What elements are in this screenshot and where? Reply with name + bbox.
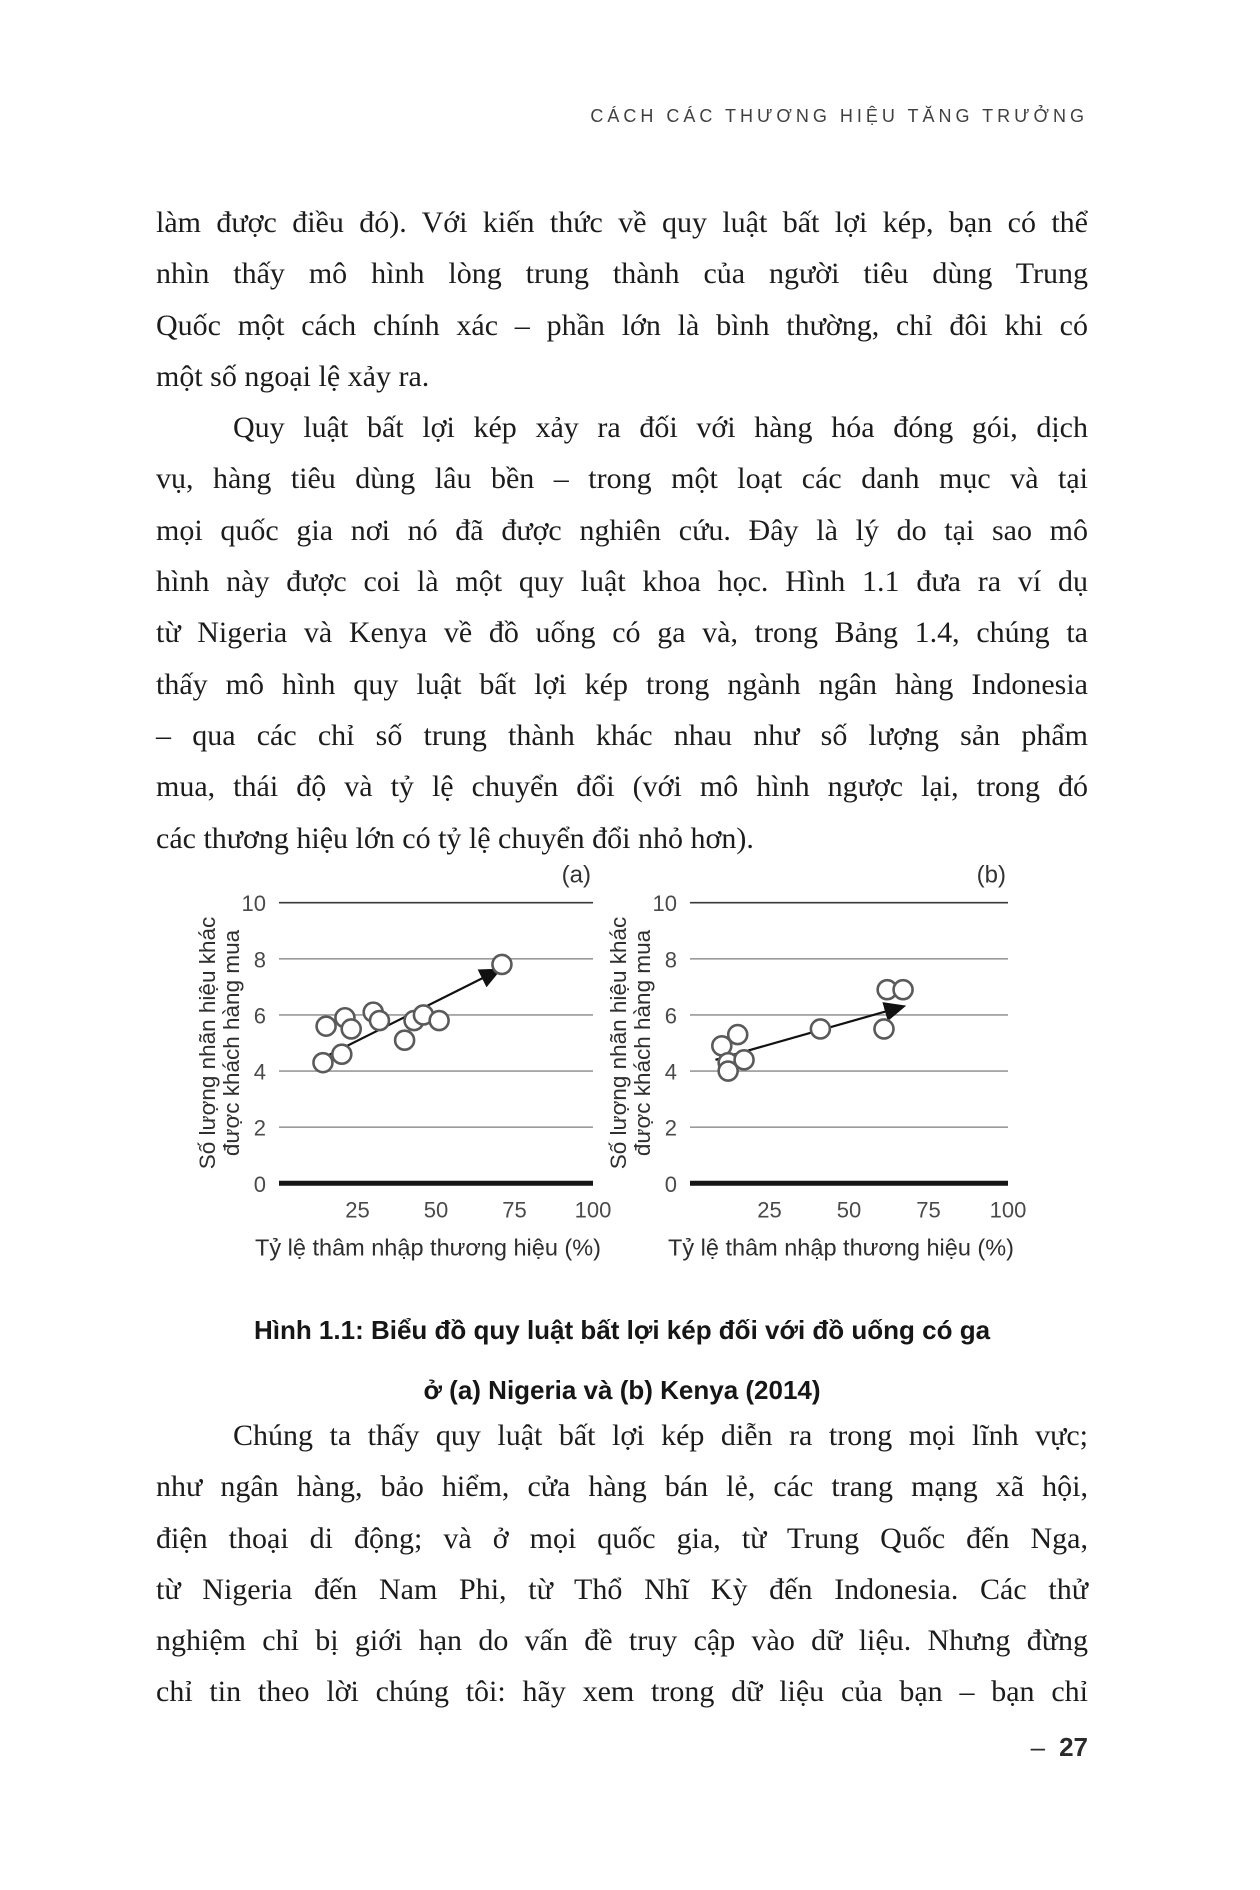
- body-paragraph-after-figure: [156, 1410, 1088, 1718]
- y-tick-label: 4: [253, 1059, 266, 1085]
- x-tick-label: 100: [989, 1197, 1027, 1223]
- figure-caption-line1: Hình 1.1: Biểu đồ quy luật bất lợi kép đối với đồ uống có ga: [253, 1315, 991, 1345]
- x-axis-title: Tỷ lệ thâm nhập thương hiệu (%): [255, 1234, 601, 1261]
- text-line: nghiệm chỉ bị giới hạn do vấn đề truy cập vào dữ liệu. Nhưng đừng: [156, 1624, 1088, 1658]
- y-axis-title-line2: được khách hàng mua: [219, 929, 244, 1157]
- y-tick-label: 8: [664, 947, 677, 973]
- figure-caption: [156, 1300, 1088, 1420]
- text-line: – qua các chỉ số trung thành khác nhau như số lượng sản phẩm: [156, 718, 1088, 752]
- x-tick-label: 50: [836, 1197, 862, 1223]
- data-point: [395, 1031, 414, 1050]
- y-axis-title-line1: Số lượng nhãn hiệu khác: [606, 916, 631, 1170]
- x-tick-label: 50: [423, 1197, 449, 1223]
- y-tick-label: 4: [664, 1059, 677, 1085]
- panel-label: (a): [561, 861, 591, 889]
- text-line: điện thoại di động; và ở mọi quốc gia, từ Trung Quốc đến Nga,: [156, 1521, 1088, 1555]
- y-tick-label: 8: [253, 947, 266, 973]
- text-line: mọi quốc gia nơi nó đã được nghiên cứu. Đây là lý do tại sao mô: [156, 513, 1088, 547]
- y-tick-label: 6: [253, 1003, 266, 1029]
- text-line: như ngân hàng, bảo hiểm, cửa hàng bán lẻ, các trang mạng xã hội,: [156, 1470, 1088, 1504]
- x-tick-label: 75: [502, 1197, 527, 1223]
- x-tick-label: 25: [757, 1197, 782, 1223]
- text-line: Quốc một cách chính xác – phần lớn là bình thường, chỉ đôi khi có: [156, 308, 1088, 342]
- y-axis-title-line1: Số lượng nhãn hiệu khác: [195, 916, 220, 1170]
- text-line: nhìn thấy mô hình lòng trung thành của người tiêu dùng Trung: [156, 257, 1088, 291]
- x-tick-label: 75: [916, 1197, 941, 1223]
- page-number-dash: –: [1030, 1732, 1046, 1762]
- y-tick-label: 2: [664, 1115, 677, 1141]
- text-line: từ Nigeria đến Nam Phi, từ Thổ Nhĩ Kỳ đến Indonesia. Các thử: [156, 1572, 1088, 1606]
- text-line: hình này được coi là một quy luật khoa học. Hình 1.1 đưa ra ví dụ: [156, 565, 1088, 599]
- text-line: chỉ tin theo lời chúng tôi: hãy xem trong dữ liệu của bạn – bạn chỉ: [156, 1675, 1088, 1709]
- text-line: một số ngoại lệ xảy ra.: [156, 359, 430, 393]
- text-line: mua, thái độ và tỷ lệ chuyển đổi (với mô hình ngược lại, trong đó: [156, 770, 1088, 804]
- page-number: [156, 1732, 1088, 1763]
- y-tick-label: 10: [652, 891, 677, 917]
- data-point: [728, 1025, 747, 1044]
- data-point: [735, 1050, 754, 1069]
- y-tick-label: 6: [664, 1003, 677, 1029]
- text-line: thấy mô hình quy luật bất lợi kép trong ngành ngân hàng Indonesia: [156, 667, 1088, 701]
- x-tick-label: 25: [345, 1197, 370, 1223]
- text-line: các thương hiệu lớn có tỷ lệ chuyển đổi nhỏ hơn).: [156, 821, 754, 855]
- data-point: [342, 1019, 361, 1038]
- page-number-value: 27: [1059, 1732, 1088, 1762]
- data-point: [317, 1017, 336, 1036]
- text-line: Quy luật bất lợi kép xảy ra đối với hàng hóa đóng gói, dịch: [233, 411, 1088, 445]
- data-point: [370, 1011, 389, 1030]
- figure-caption-line2: ở (a) Nigeria và (b) Kenya (2014): [423, 1375, 821, 1405]
- text-line: làm được điều đó). Với kiến thức về quy luật bất lợi kép, bạn có thể: [156, 206, 1088, 239]
- x-tick-label: 100: [574, 1197, 612, 1223]
- y-tick-label: 10: [241, 891, 266, 917]
- y-axis-title-line2: được khách hàng mua: [630, 929, 655, 1157]
- x-axis-title: Tỷ lệ thâm nhập thương hiệu (%): [668, 1234, 1014, 1261]
- text-line: Chúng ta thấy quy luật bất lợi kép diễn ra trong mọi lĩnh vực;: [233, 1419, 1088, 1452]
- data-point: [430, 1011, 449, 1030]
- data-point: [332, 1045, 351, 1064]
- data-point: [313, 1053, 332, 1072]
- y-tick-label: 0: [253, 1171, 266, 1197]
- running-header: CÁCH CÁC THƯƠNG HIỆU TĂNG TRƯỞNG: [590, 106, 1088, 126]
- y-tick-label: 2: [253, 1115, 266, 1141]
- data-point: [894, 980, 913, 999]
- data-point: [874, 1019, 893, 1038]
- body-paragraphs-before-figure: [156, 197, 1088, 864]
- data-point: [811, 1019, 830, 1038]
- scatter-chart-kenya: [490, 855, 1040, 1275]
- panel-label: (b): [976, 861, 1006, 889]
- text-line: từ Nigeria và Kenya về đồ uống có ga và, trong Bảng 1.4, chúng ta: [156, 616, 1088, 650]
- text-line: vụ, hàng tiêu dùng lâu bền – trong một loạt các danh mục và tại: [156, 462, 1088, 496]
- y-tick-label: 0: [664, 1171, 677, 1197]
